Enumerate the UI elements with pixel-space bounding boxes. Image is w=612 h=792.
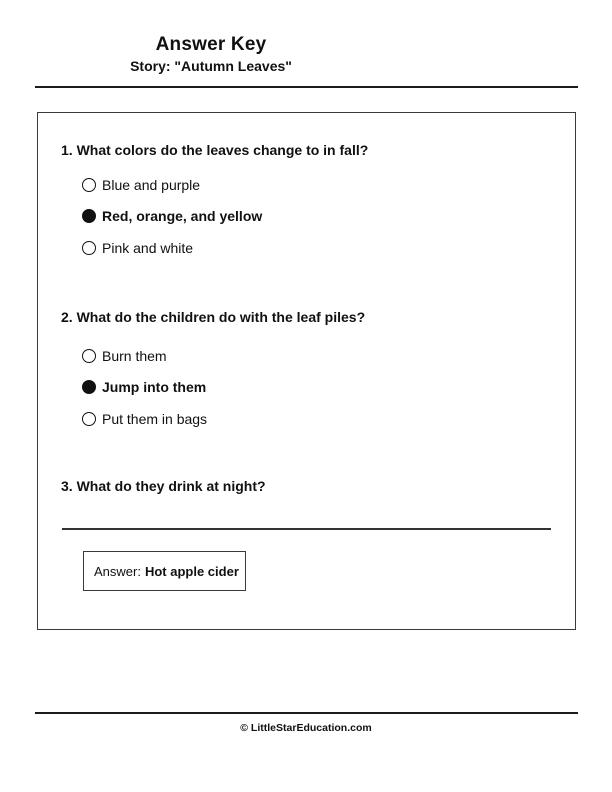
option-label: Red, orange, and yellow	[102, 207, 263, 224]
header	[0, 33, 422, 75]
question-2-text: 2. What do the children do with the leaf piles?	[61, 309, 366, 325]
radio-selected-icon[interactable]	[82, 209, 96, 223]
radio-selected-icon[interactable]	[82, 380, 96, 394]
radio-unselected-icon[interactable]	[82, 412, 96, 426]
option-label: Put them in bags	[102, 410, 208, 427]
page-subtitle: Story: "Autumn Leaves"	[130, 58, 292, 74]
footer-divider-rule	[35, 712, 578, 714]
radio-unselected-icon[interactable]	[82, 178, 96, 192]
question-1-option-1	[82, 174, 200, 195]
question-1-option-2	[82, 205, 262, 226]
radio-unselected-icon[interactable]	[82, 349, 96, 363]
question-1-text: 1. What colors do the leaves change to in fall?	[61, 142, 369, 158]
radio-unselected-icon[interactable]	[82, 241, 96, 255]
page-title: Answer Key	[155, 34, 267, 55]
question-2-option-2	[82, 376, 206, 397]
option-label: Burn them	[102, 347, 167, 364]
answer-box	[83, 551, 246, 591]
question-3-text: 3. What do they drink at night?	[61, 478, 266, 494]
option-label: Blue and purple	[102, 176, 201, 193]
answer-blank-line	[62, 528, 551, 530]
question-1-option-3	[82, 237, 193, 258]
header-divider-rule	[35, 86, 578, 88]
answer-label: Answer:	[94, 563, 141, 579]
answer-value: Hot apple cider	[144, 563, 239, 579]
option-label: Jump into them	[102, 378, 207, 395]
question-2-option-1	[82, 345, 167, 366]
question-2-option-3	[82, 408, 207, 429]
option-label: Pink and white	[102, 239, 194, 256]
footer-copyright: © LittleStarEducation.com	[240, 722, 372, 734]
